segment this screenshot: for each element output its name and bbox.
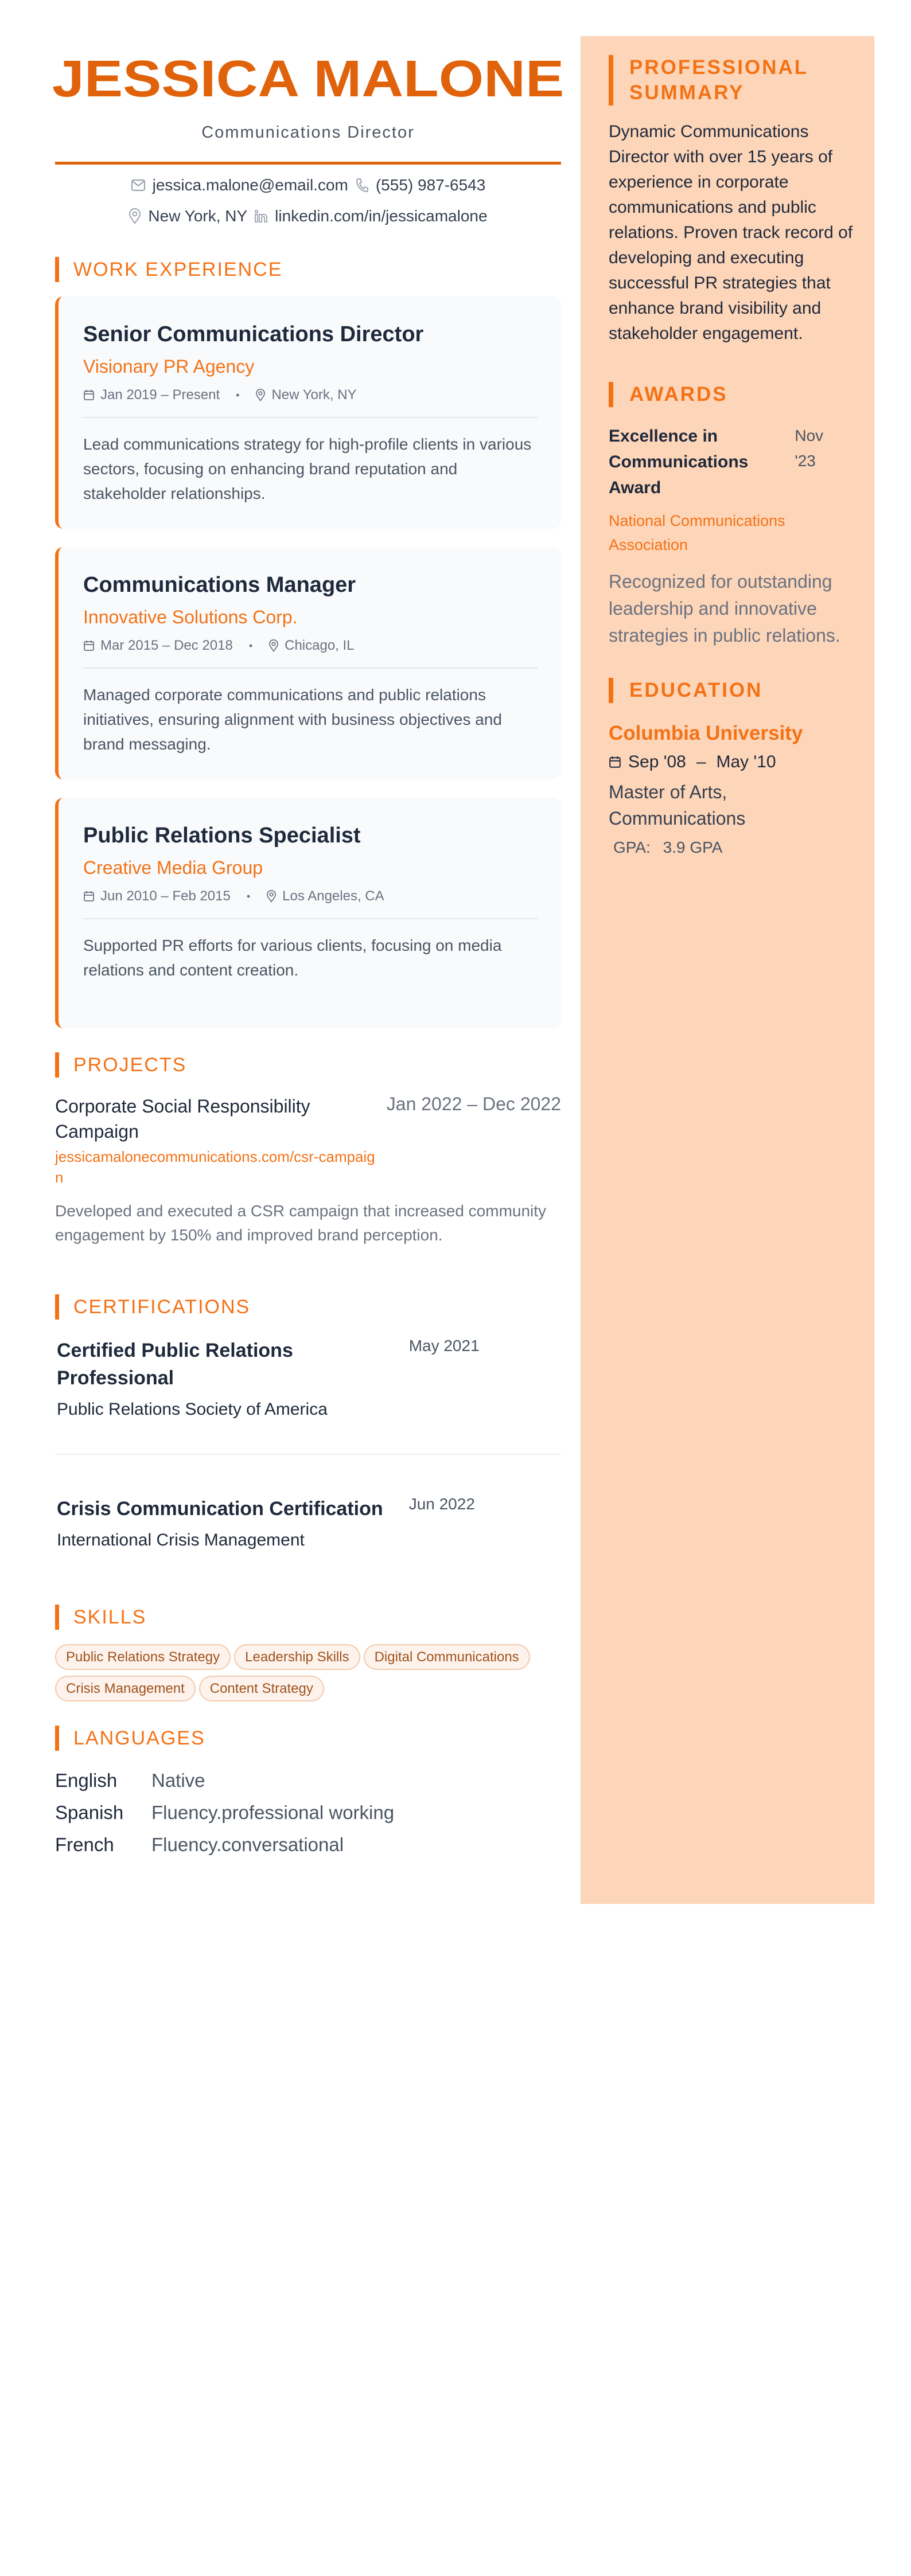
degree: Master of Arts, Communications <box>609 782 746 829</box>
mail-icon <box>131 179 146 192</box>
education-dates <box>609 752 857 772</box>
project-link[interactable]: jessicamalonecommunications.com/csr-campaign <box>55 1148 375 1186</box>
job-meta <box>83 888 538 904</box>
project-info <box>55 1094 376 1188</box>
cert-info <box>57 1337 409 1419</box>
linkedin-text: linkedin.com/in/jessicamalone <box>275 207 488 225</box>
language-level: Fluency.professional working <box>151 1802 395 1823</box>
language-list <box>55 1765 561 1861</box>
award-item <box>609 423 857 501</box>
resume-header <box>52 0 564 225</box>
skill-pill: Content Strategy <box>199 1676 324 1701</box>
cert-title: Certified Public Relations Professional <box>57 1340 293 1389</box>
job-dates: Jun 2010 – Feb 2015 <box>100 888 231 904</box>
cert-info <box>57 1495 409 1550</box>
gpa <box>609 838 857 857</box>
contact-email[interactable] <box>131 176 348 194</box>
contact-linkedin[interactable] <box>254 207 487 225</box>
education-end: May '10 <box>716 752 776 771</box>
cert-issuer: International Crisis Management <box>57 1531 305 1549</box>
map-pin-icon <box>266 890 277 903</box>
project-name: Corporate Social Responsibility Campaign <box>55 1096 310 1142</box>
skills-heading: SKILLS <box>55 1605 561 1630</box>
project-item <box>55 1094 561 1188</box>
job-description: Supported PR efforts for various clients, focusing on media relations and content creation. <box>83 936 502 979</box>
language-level: Native <box>151 1770 205 1791</box>
education-section <box>609 678 857 857</box>
header-divider <box>55 162 561 165</box>
cert-date: Jun 2022 <box>408 1495 475 1513</box>
cert-date: May 2021 <box>408 1337 480 1355</box>
job-company: Innovative Solutions Corp. <box>83 607 298 627</box>
map-pin-icon <box>129 208 141 224</box>
email-text: jessica.malone@email.com <box>152 176 348 194</box>
skill-pill: Crisis Management <box>55 1676 196 1701</box>
award-date: Nov '23 <box>795 427 824 470</box>
phone-icon <box>355 178 369 193</box>
language-name: Spanish <box>55 1802 124 1823</box>
job-meta <box>83 387 538 403</box>
award-title: Excellence in Communications Award <box>609 427 749 497</box>
calendar-icon <box>83 640 95 651</box>
job-description: Managed corporate communications and public relations initiatives, ensuring alignment with business objectives and brand messaging. <box>83 686 502 753</box>
job-title: Public Relations Specialist <box>83 823 361 848</box>
location-text: New York, NY <box>148 207 248 225</box>
main-column <box>52 0 564 1861</box>
meta-separator: • <box>236 389 240 401</box>
contact-phone[interactable] <box>355 176 485 194</box>
skill-list <box>55 1644 571 1701</box>
language-level: Fluency.conversational <box>151 1834 344 1855</box>
job-location: Los Angeles, CA <box>282 888 384 904</box>
certifications-heading: CERTIFICATIONS <box>55 1294 561 1320</box>
linkedin-icon <box>254 209 268 223</box>
work-experience-heading: WORK EXPERIENCE <box>55 257 561 282</box>
project-description: Developed and executed a CSR campaign that increased community engagement by 150% and improved brand perception. <box>55 1202 547 1244</box>
project-dates: Jan 2022 – Dec 2022 <box>386 1094 561 1114</box>
language-item <box>55 1765 561 1797</box>
map-pin-icon <box>255 389 266 401</box>
gpa-value: 3.9 GPA <box>663 838 723 856</box>
meta-separator: • <box>246 890 251 902</box>
card-divider <box>83 668 538 669</box>
job-description: Lead communications strategy for high-profile clients in various sectors, focusing on enhancing brand reputation and stakeholder relationships. <box>83 435 532 502</box>
skill-pill: Leadership Skills <box>234 1644 360 1670</box>
job-meta <box>83 638 538 654</box>
cert-item <box>55 1495 561 1550</box>
job-card <box>55 296 561 529</box>
projects-heading: PROJECTS <box>55 1052 561 1078</box>
summary-section <box>609 55 857 346</box>
gpa-label: GPA: <box>613 838 651 856</box>
job-dates: Mar 2015 – Dec 2018 <box>100 638 233 653</box>
calendar-icon <box>609 756 621 768</box>
sidebar <box>580 36 874 1904</box>
school-name: Columbia University <box>609 722 803 744</box>
candidate-name: JESSICA MALONE <box>52 50 564 108</box>
card-divider <box>83 417 538 418</box>
job-title: Senior Communications Director <box>83 322 424 346</box>
skills-section <box>55 1605 561 1701</box>
candidate-title: Communications Director <box>201 123 415 142</box>
contact-row-2 <box>55 207 561 225</box>
skill-pill: Digital Communications <box>364 1644 530 1670</box>
education-start: Sep '08 <box>628 752 686 771</box>
summary-text: Dynamic Communications Director with over 15 years of experience in corporate communications and public relations. Proven track record of developing and executing successful PR strategies that enhance brand visibility and stakeholder engagement. <box>609 122 853 343</box>
skill-pill: Public Relations Strategy <box>55 1644 231 1670</box>
contact-row-1 <box>55 176 561 194</box>
map-pin-icon <box>268 639 279 652</box>
job-company: Creative Media Group <box>83 857 263 878</box>
job-location: New York, NY <box>271 387 357 403</box>
cert-divider <box>55 1454 561 1455</box>
work-experience-section <box>55 257 561 1028</box>
language-item <box>55 1829 561 1861</box>
phone-text: (555) 987-6543 <box>375 176 486 194</box>
cert-title: Crisis Communication Certification <box>57 1498 383 1520</box>
job-location: Chicago, IL <box>285 638 355 653</box>
meta-separator: • <box>248 639 253 651</box>
education-heading: EDUCATION <box>609 678 857 703</box>
job-company: Visionary PR Agency <box>83 356 255 377</box>
job-list <box>55 296 561 1028</box>
job-card <box>55 547 561 779</box>
job-card <box>55 798 561 1028</box>
summary-heading: PROFESSIONAL SUMMARY <box>609 55 857 106</box>
languages-section <box>55 1726 561 1861</box>
language-name: English <box>55 1770 118 1791</box>
certifications-section <box>55 1294 561 1550</box>
cert-list <box>55 1337 561 1550</box>
language-name: French <box>55 1834 114 1855</box>
job-title: Communications Manager <box>83 573 356 597</box>
calendar-icon <box>83 891 95 902</box>
cert-issuer: Public Relations Society of America <box>57 1400 328 1419</box>
date-separator: – <box>696 752 706 771</box>
calendar-icon <box>83 389 95 401</box>
card-divider <box>83 918 538 919</box>
award-description: Recognized for outstanding leadership and innovative strategies in public relations. <box>609 571 840 646</box>
awards-section <box>609 382 857 649</box>
cert-item <box>55 1337 561 1419</box>
language-item <box>55 1797 561 1829</box>
languages-heading: LANGUAGES <box>55 1726 561 1751</box>
contact-location <box>129 207 247 225</box>
awards-heading: AWARDS <box>609 382 857 407</box>
award-organization: National Communications Association <box>609 512 785 553</box>
projects-section <box>55 1052 561 1247</box>
job-dates: Jan 2019 – Present <box>100 387 220 403</box>
